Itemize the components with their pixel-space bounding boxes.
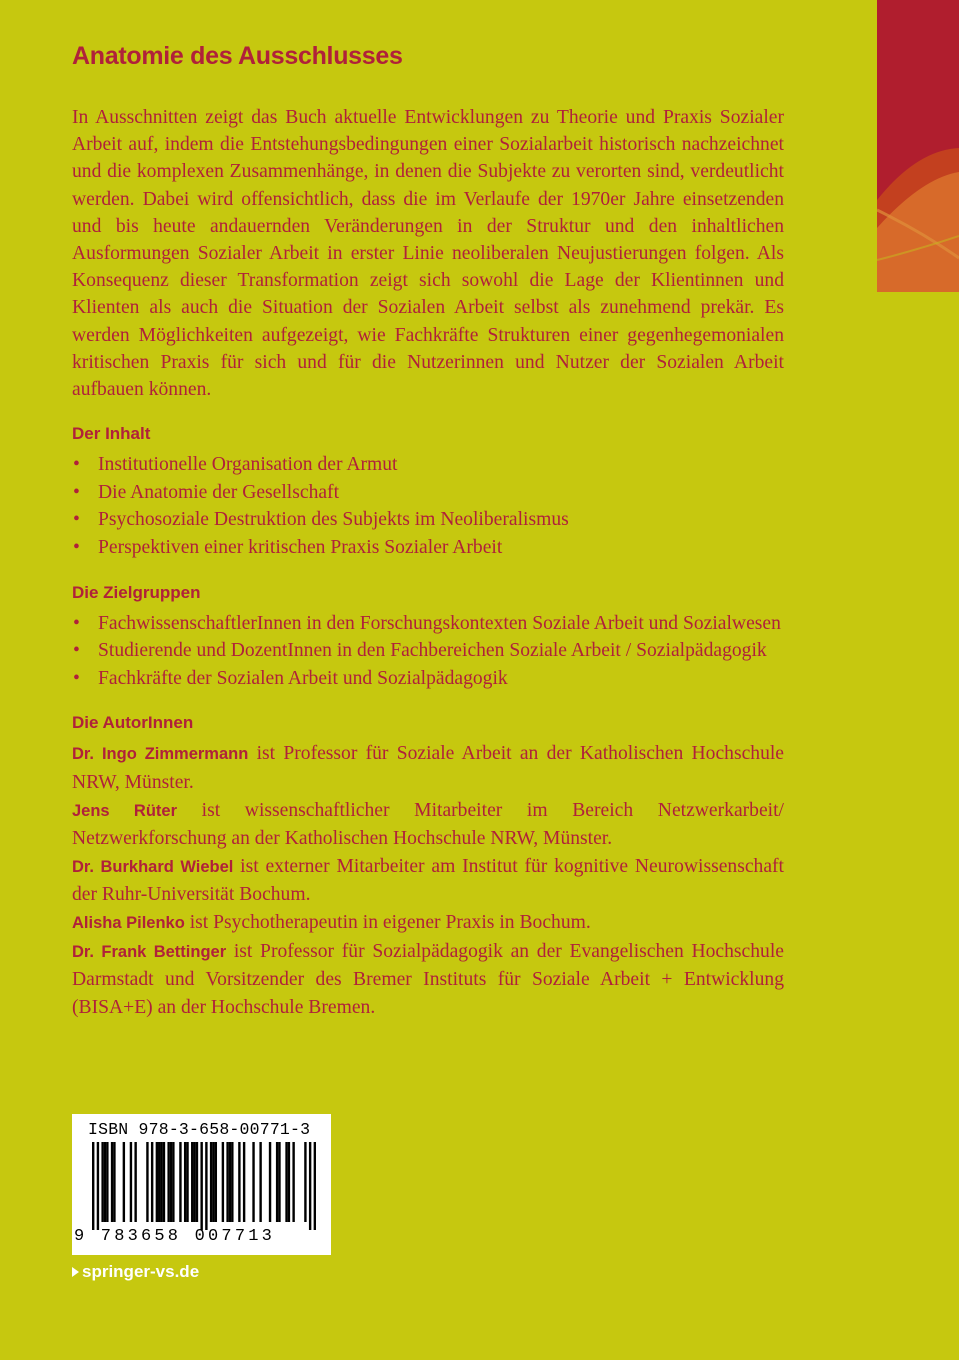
book-title: Anatomie des Ausschlusses <box>72 42 403 70</box>
isbn-number: ISBN 978-3-658-00771-3 <box>88 1120 311 1139</box>
barcode-bar <box>123 1142 125 1222</box>
barcode-bar <box>285 1142 287 1222</box>
blurb: In Ausschnitten zeigt das Buch aktuelle Entwicklungen zu Theorie und Praxis Sozialer Arbeit auf, indem die Entstehungsbedingungen einer Sozialarbeit historisch nachzeichnet und die komplexen Zusammenhänge, in denen die Subjekte zu verorten sind, verdeutlicht werden. Dabei wird offensichtlich, dass die im Verlaufe der 1970er Jahre einsetzenden und bis heute andauernden Veränderungen in der Struktur und den inhaltlichen Ausformungen Sozialer Arbeit in erster Linie neoliberalen Neujustierungen folgen. Als Konsequenz dieser Transformation zeigt sich sowohl die Lage der Klientinnen und Klienten als auch die Situation der Sozialen Arbeit selbst als zunehmend prekär. Es werden Möglichkeiten aufgezeigt, wie Fachkräfte Strukturen einer gegenhegemonialen kritischen Praxis für sich und für die Nutzerinnen und Nutzer der Sozialen Arbeit aufbauen können. <box>72 107 784 401</box>
barcode-bar <box>160 1142 162 1222</box>
author-bio: ist Professor für Sozialpädagogik an der Evangelischen Hochschule Darmstadt und Vorsitzender des Bremer Instituts für Soziale Arbeit + Entwicklung (BISA+E) an der Hochschule Bremen. <box>72 940 784 1018</box>
author-bio: ist Psychotherapeutin in eigener Praxis in Bochum. <box>184 911 591 933</box>
barcode-bar <box>292 1142 294 1222</box>
barcode-icon <box>92 1142 316 1230</box>
author-bio: ist externer Mitarbeiter am Institut für kognitive Neurowissenschaft der Ruhr-Universität Bochum. <box>72 855 784 906</box>
barcode-bar <box>222 1142 224 1222</box>
barcode-bar <box>172 1142 174 1222</box>
barcode-bar <box>106 1142 108 1222</box>
author-bio: ist wissenschaftlicher Mitarbeiter im Bereich Netzwerkarbeit/ Netzwerkforschung an der Katholischen Hochschule NRW, Münster. <box>72 799 784 850</box>
list-item: • Psychosoziale Destruktion des Subjekts im Neoliberalismus <box>72 506 784 534</box>
list-item: • Die Anatomie der Gesellschaft <box>72 479 784 507</box>
author-entry <box>72 909 784 938</box>
barcode-bar <box>231 1142 233 1222</box>
barcode-bar <box>97 1142 99 1230</box>
barcode-bar <box>179 1142 181 1222</box>
barcode-bar <box>113 1142 115 1222</box>
barcode-bar <box>167 1142 169 1222</box>
audience-heading: Die Zielgruppen <box>72 582 201 602</box>
barcode-bar <box>111 1142 113 1222</box>
author-name: Dr. Burkhard Wiebel <box>72 857 234 876</box>
barcode-bar <box>288 1142 290 1222</box>
barcode-bar <box>196 1142 198 1222</box>
barcode-bar <box>146 1142 148 1222</box>
barcode-box <box>72 1114 331 1255</box>
author-name: Dr. Frank Bettinger <box>72 942 227 961</box>
barcode-bar <box>158 1142 160 1222</box>
barcode-bar <box>184 1142 186 1222</box>
barcode-bar <box>212 1142 214 1222</box>
barcode-bar <box>101 1142 103 1222</box>
barcode-bar <box>304 1142 306 1222</box>
barcode-bar <box>314 1142 316 1230</box>
barcode-bar <box>191 1142 193 1222</box>
publisher-link[interactable] <box>72 1262 199 1282</box>
contents-list <box>72 451 784 561</box>
author-entry <box>72 740 784 796</box>
barcode-bar <box>226 1142 228 1222</box>
author-name: Alisha Pilenko <box>72 913 185 932</box>
list-item: • Institutionelle Organisation der Armut <box>72 451 784 479</box>
author-name: Dr. Ingo Zimmermann <box>72 745 249 764</box>
author-entry <box>72 853 784 909</box>
barcode-bar <box>163 1142 165 1222</box>
audience-list <box>72 610 784 693</box>
barcode-bar <box>215 1142 217 1222</box>
barcode-bar <box>243 1142 245 1222</box>
barcode-bar <box>134 1142 136 1222</box>
back-cover-text <box>72 38 784 1021</box>
list-item: • Fachkräfte der Sozialen Arbeit und Sozialpädagogik <box>72 665 784 693</box>
barcode-bar <box>151 1142 153 1222</box>
list-item: • Perspektiven einer kritischen Praxis Sozialer Arbeit <box>72 534 784 562</box>
barcode-bar <box>104 1142 106 1222</box>
arrow-right-icon <box>72 1267 79 1277</box>
corner-graphic <box>877 0 959 292</box>
barcode-bar <box>170 1142 172 1222</box>
author-name: Jens Rüter <box>72 801 178 820</box>
author-entry <box>72 938 784 1022</box>
barcode-bar <box>186 1142 188 1222</box>
barcode-bar <box>200 1142 202 1230</box>
barcode-bar <box>193 1142 195 1222</box>
contents-heading: Der Inhalt <box>72 424 151 444</box>
author-bio: ist Professor für Soziale Arbeit an der Katholischen Hochschule NRW, Münster. <box>72 743 785 793</box>
author-entry <box>72 797 784 853</box>
publisher-url: springer-vs.de <box>82 1262 200 1281</box>
barcode-bar <box>238 1142 240 1222</box>
list-item: • Studierende und DozentInnen in den Fachbereichen Soziale Arbeit / Sozialpädagogik <box>72 637 784 665</box>
barcode-bar <box>252 1142 254 1222</box>
barcode-bar <box>278 1142 280 1222</box>
barcode-bar <box>259 1142 261 1222</box>
barcode-bar <box>156 1142 158 1222</box>
barcode-bar <box>92 1142 94 1230</box>
barcode-bar <box>269 1142 271 1222</box>
barcode-bar <box>309 1142 311 1230</box>
barcode-bar <box>210 1142 212 1222</box>
ean-number: 9 783658 007713 <box>74 1227 276 1246</box>
barcode-bar <box>276 1142 278 1222</box>
barcode-bar <box>229 1142 231 1222</box>
barcode-bar <box>130 1142 132 1222</box>
barcode-bar <box>205 1142 207 1230</box>
list-item: • FachwissenschaftlerInnen in den Forschungskontexten Soziale Arbeit und Sozialwesen <box>72 610 784 638</box>
authors-heading: Die AutorInnen <box>72 713 194 733</box>
